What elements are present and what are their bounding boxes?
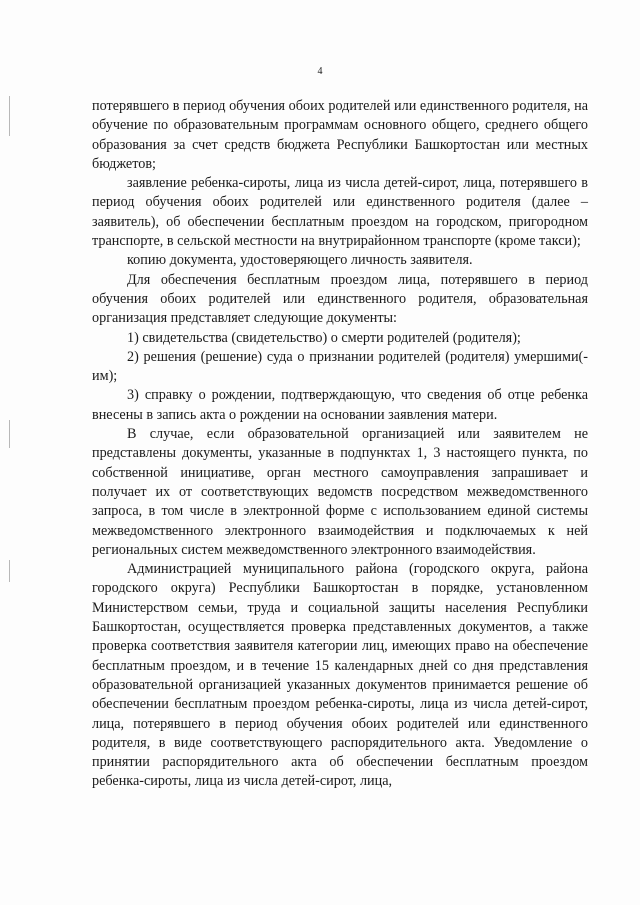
paragraph: Администрацией муниципального района (городского округа, района городского округа) Республики Башкортостан в порядке, установленном Министерством семьи, труда и социальной защиты населения Республики Башкортостан, осуществляется проверка представленных документов, а также проверка соответствия заявителя категории лиц, имеющих право на обеспечение бесплатным проездом, и в течение 15 календарных дней со дня представления образовательной организацией указанных документов принимается решение об обеспечении бесплатным проездом ребенка-сироты, лица из числа детей-сирот, лица, потерявшего в период обучения обоих родителей или единственного родителя, в виде соответствующего распорядительного акта. Уведомление о принятии распорядительного акта об обеспечении бесплатным проездом ребенка-сироты, лица из числа детей-сирот, лица, <box>92 561 588 790</box>
paragraph: 2) решения (решение) суда о признании родителей (родителя) умершими(-им); <box>92 348 588 385</box>
paragraph: 1) свидетельства (свидетельство) о смерти родителей (родителя); <box>127 329 521 346</box>
scan-margin-mark <box>9 420 10 448</box>
page-number: 4 <box>317 66 323 77</box>
paragraph: потерявшего в период обучения обоих родителей или единственного родителя, на обучение по образовательным программам основного общего, среднего общего образования за счет средств бюджета Республики Башкортостан или местных бюджетов; <box>92 98 588 172</box>
scan-margin-mark <box>9 560 10 582</box>
scan-margin-mark <box>9 96 10 136</box>
paragraph: заявление ребенка-сироты, лица из числа детей-сирот, лица, потерявшего в период обучения обоих родителей или единственного родителя (далее – заявитель), об обеспечении бесплатным проездом на городском, пригородном транспорте, в сельской местности на внутрирайонном транспорте (кроме такси); <box>92 175 588 250</box>
paragraph: копию документа, удостоверяющего личность заявителя. <box>127 252 473 269</box>
document-body <box>92 97 588 792</box>
paragraph: Для обеспечения бесплатным проездом лица, потерявшего в период обучения обоих родителей или единственного родителя, образовательная организация представляет следующие документы: <box>92 271 588 327</box>
paragraph: В случае, если образовательной организацией или заявителем не представлены документы, указанные в подпунктах 1, 3 настоящего пункта, по собственной инициативе, орган местного самоуправления запрашивает и получает их от соответствующих ведомств посредством межведомственного запроса, в том числе в электронной форме с использованием единой системы межведомственного электронного взаимодействия и подключаемых к ней региональных систем межведомственного электронного взаимодействия. <box>92 426 588 558</box>
paragraph: 3) справку о рождении, подтверждающую, что сведения об отце ребенка внесены в запись акта о рождении на основании заявления матери. <box>92 387 588 423</box>
